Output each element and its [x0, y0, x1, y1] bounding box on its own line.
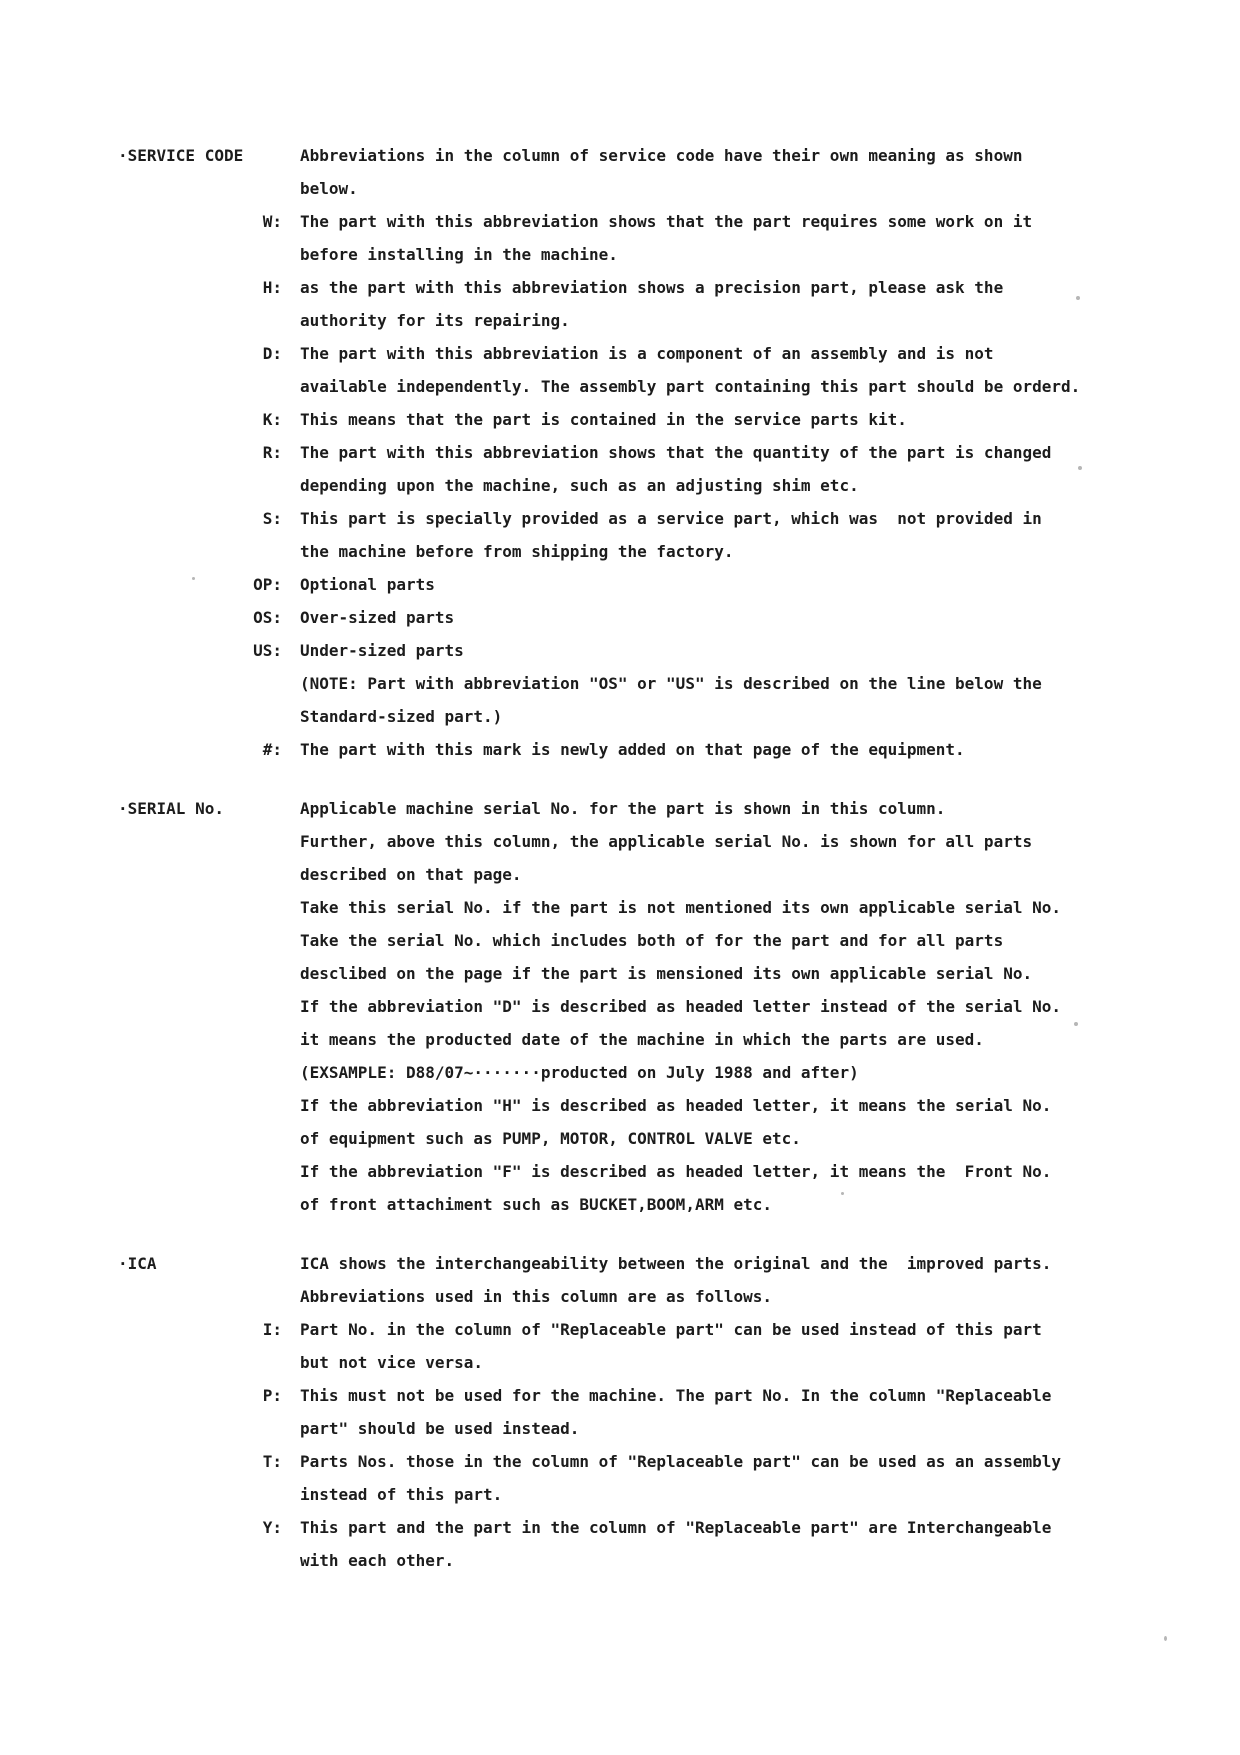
line-text: ICA shows the interchangeability between the original and the improved parts.: [300, 1254, 1052, 1273]
line-text: Over-sized parts: [300, 608, 455, 627]
text-line: [100, 891, 1240, 924]
text-line: [100, 568, 1240, 601]
line-text: The part with this abbreviation shows that the quantity of the part is changed: [300, 443, 1052, 462]
line-text: Under-sized parts: [300, 641, 464, 660]
abbrev-label: [100, 1280, 282, 1313]
abbrev-label: OS:: [253, 608, 282, 627]
line-text: The part with this mark is newly added on that page of the equipment.: [300, 740, 965, 759]
scan-speck: [1074, 1022, 1078, 1026]
text-line: [100, 858, 1240, 891]
abbrev-label: Y:: [262, 1518, 282, 1537]
abbrev-label: [100, 1155, 282, 1188]
abbrev-label: P:: [262, 1386, 282, 1405]
abbrev-label: [100, 1412, 282, 1445]
text-line: [100, 1155, 1240, 1188]
text-line: [100, 535, 1240, 568]
abbrev-label: S:: [262, 509, 282, 528]
line-text: Optional parts: [300, 575, 435, 594]
abbrev-label: [100, 469, 282, 502]
line-text: If the abbreviation "F" is described as headed letter, it means the Front No.: [300, 1162, 1052, 1181]
text-line: [100, 1544, 1240, 1577]
scan-speck: [841, 1192, 844, 1195]
line-text: instead of this part.: [300, 1485, 503, 1504]
line-text: as the part with this abbreviation shows a precision part, please ask the: [300, 278, 1004, 297]
line-text: Further, above this column, the applicable serial No. is shown for all parts: [300, 832, 1033, 851]
abbrev-label: K:: [262, 410, 282, 429]
abbrev-label: [100, 535, 282, 568]
line-text: The part with this abbreviation shows that the part requires some work on it: [300, 212, 1033, 231]
line-text: If the abbreviation "D" is described as headed letter instead of the serial No.: [300, 997, 1061, 1016]
line-text: Abbreviations in the column of service code have their own meaning as shown: [300, 146, 1023, 165]
line-text: Part No. in the column of "Replaceable part" can be used instead of this part: [300, 1320, 1042, 1339]
abbrev-label: [100, 304, 282, 337]
text-line: [100, 1122, 1240, 1155]
line-text: before installing in the machine.: [300, 245, 618, 264]
abbrev-label: [100, 1346, 282, 1379]
abbrev-label: [100, 1544, 282, 1577]
text-line: [100, 304, 1240, 337]
abbrev-label: [100, 370, 282, 403]
scan-speck: [192, 577, 195, 580]
text-line: [100, 370, 1240, 403]
text-line: [100, 1478, 1240, 1511]
line-text: the machine before from shipping the factory.: [300, 542, 734, 561]
abbrev-label: #:: [262, 740, 282, 759]
abbrev-label: [100, 1188, 282, 1221]
scan-speck: [1076, 296, 1080, 300]
text-line: [100, 502, 1240, 535]
abbrev-label: [100, 825, 282, 858]
section-ica: [100, 1247, 1240, 1577]
text-line: [100, 238, 1240, 271]
text-line: [100, 1056, 1240, 1089]
text-line: [100, 700, 1240, 733]
line-text: of equipment such as PUMP, MOTOR, CONTROL VALVE etc.: [300, 1129, 801, 1148]
text-line: [100, 733, 1240, 766]
abbrev-label: [100, 990, 282, 1023]
abbrev-label: [100, 172, 282, 205]
text-line: [100, 139, 1240, 172]
line-text: part" should be used instead.: [300, 1419, 580, 1438]
abbrev-label: [100, 238, 282, 271]
line-text: it means the producted date of the machine in which the parts are used.: [300, 1030, 984, 1049]
line-text: of front attachiment such as BUCKET,BOOM,ARM etc.: [300, 1195, 773, 1214]
text-line: [100, 1412, 1240, 1445]
line-text: Standard-sized part.): [300, 707, 503, 726]
text-line: [100, 792, 1240, 825]
text-line: [100, 205, 1240, 238]
text-line: [100, 601, 1240, 634]
abbrev-label: [100, 1478, 282, 1511]
scan-speck: [1164, 1636, 1167, 1641]
abbrev-label: I:: [262, 1320, 282, 1339]
line-text: This part and the part in the column of "Replaceable part" are Interchangeable: [300, 1518, 1052, 1537]
abbrev-label: [100, 1122, 282, 1155]
text-line: [100, 1313, 1240, 1346]
text-line: [100, 1280, 1240, 1313]
abbrev-label: D:: [262, 344, 282, 363]
text-line: [100, 1511, 1240, 1544]
line-text: authority for its repairing.: [300, 311, 570, 330]
scan-speck: [1078, 466, 1082, 470]
text-line: [100, 337, 1240, 370]
abbrev-label: [100, 1089, 282, 1122]
text-line: [100, 634, 1240, 667]
text-line: [100, 990, 1240, 1023]
line-text: Take the serial No. which includes both of for the part and for all parts: [300, 931, 1004, 950]
line-text: Abbreviations used in this column are as follows.: [300, 1287, 773, 1306]
abbrev-label: US:: [253, 641, 282, 660]
abbrev-label: [100, 891, 282, 924]
text-line: [100, 271, 1240, 304]
text-line: [100, 1379, 1240, 1412]
abbrev-label: W:: [262, 212, 282, 231]
line-text: depending upon the machine, such as an adjusting shim etc.: [300, 476, 859, 495]
line-text: described on that page.: [300, 865, 522, 884]
section-heading: ·SERVICE CODE: [118, 146, 244, 165]
abbrev-label: [100, 858, 282, 891]
text-line: [100, 1247, 1240, 1280]
line-text: below.: [300, 179, 358, 198]
line-text: If the abbreviation "H" is described as headed letter, it means the serial No.: [300, 1096, 1052, 1115]
text-line: [100, 1445, 1240, 1478]
text-line: [100, 1023, 1240, 1056]
abbrev-label: T:: [262, 1452, 282, 1471]
text-line: [100, 1188, 1240, 1221]
line-text: The part with this abbreviation is a component of an assembly and is not: [300, 344, 994, 363]
line-text: (NOTE: Part with abbreviation "OS" or "US" is described on the line below the: [300, 674, 1042, 693]
section-service-code: [100, 139, 1240, 766]
line-text: Applicable machine serial No. for the part is shown in this column.: [300, 799, 946, 818]
text-line: [100, 1089, 1240, 1122]
line-text: This must not be used for the machine. The part No. In the column "Replaceable: [300, 1386, 1052, 1405]
line-text: with each other.: [300, 1551, 455, 1570]
abbrev-label: OP:: [253, 575, 282, 594]
abbrev-label: [100, 1023, 282, 1056]
abbrev-label: [100, 667, 282, 700]
text-line: [100, 172, 1240, 205]
line-text: but not vice versa.: [300, 1353, 484, 1372]
text-line: [100, 957, 1240, 990]
line-text: desclibed on the page if the part is mensioned its own applicable serial No.: [300, 964, 1033, 983]
section-serial-no: [100, 792, 1240, 1221]
text-line: [100, 825, 1240, 858]
text-line: [100, 469, 1240, 502]
text-line: [100, 436, 1240, 469]
line-text: available independently. The assembly part containing this part should be orderd.: [300, 377, 1081, 396]
abbrev-label: [100, 1056, 282, 1089]
line-text: (EXSAMPLE: D88/07~·······producted on July 1988 and after): [300, 1063, 859, 1082]
section-heading: ·SERIAL No.: [118, 799, 224, 818]
text-line: [100, 403, 1240, 436]
abbrev-label: [100, 957, 282, 990]
text-line: [100, 667, 1240, 700]
abbrev-label: [100, 700, 282, 733]
text-line: [100, 924, 1240, 957]
line-text: Parts Nos. those in the column of "Replaceable part" can be used as an assembly: [300, 1452, 1061, 1471]
section-heading: ·ICA: [118, 1254, 157, 1273]
abbrev-label: R:: [262, 443, 282, 462]
abbrev-label: [100, 924, 282, 957]
line-text: Take this serial No. if the part is not mentioned its own applicable serial No.: [300, 898, 1061, 917]
line-text: This part is specially provided as a service part, which was not provided in: [300, 509, 1042, 528]
line-text: This means that the part is contained in the service parts kit.: [300, 410, 907, 429]
text-line: [100, 1346, 1240, 1379]
abbrev-label: H:: [262, 278, 282, 297]
